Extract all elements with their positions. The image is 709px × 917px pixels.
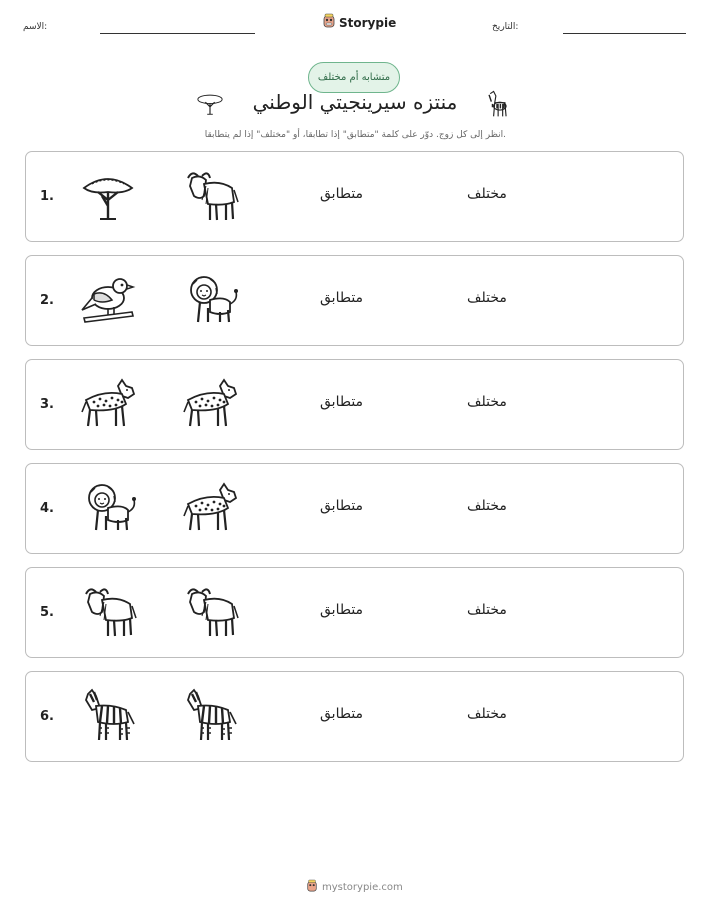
footer [306,879,403,896]
option-same[interactable]: متطابق [320,706,364,722]
question-number: 1. [40,189,54,204]
brand-logo [322,13,396,33]
option-different[interactable]: مختلف [467,186,507,202]
wildebeest-icon [180,166,240,226]
name-line[interactable] [100,33,255,34]
question-number: 4. [40,501,54,516]
name-label: الاسم: [23,22,48,32]
question-number: 2. [40,293,54,308]
worksheet-type-badge: متشابه أم مختلف [308,62,400,93]
date-line[interactable] [563,33,686,34]
storypie-mascot-icon [306,879,318,896]
instructions-text: انظر إلى كل زوج. دوّر على كلمة "متطابق" إذا تطابقا، أو "مختلف" إذا لم يتطابقا. [204,130,506,140]
zebra-icon [480,88,514,126]
brand-name: Storypie [339,16,397,30]
lion-icon [180,270,240,330]
option-same[interactable]: متطابق [320,290,364,306]
acacia-tree-icon [78,166,138,226]
page-title: منتزه سيرينجيتي الوطني [252,90,458,114]
option-different[interactable]: مختلف [467,498,507,514]
question-row [25,671,684,762]
option-same[interactable]: متطابق [320,498,364,514]
question-number: 6. [40,709,54,724]
question-row [25,567,684,658]
option-different[interactable]: مختلف [467,394,507,410]
zebra-icon [180,686,240,746]
question-row [25,151,684,242]
acacia-tree-icon [193,90,227,122]
footer-url[interactable]: mystorypie.com [322,882,403,893]
question-row [25,359,684,450]
question-row [25,463,684,554]
date-label: التاريخ: [492,22,519,32]
hyena-icon [180,478,240,538]
option-same[interactable]: متطابق [320,186,364,202]
hyena-icon [180,374,240,434]
option-different[interactable]: مختلف [467,706,507,722]
bird-icon [78,270,138,330]
option-different[interactable]: مختلف [467,290,507,306]
option-same[interactable]: متطابق [320,394,364,410]
lion-icon [78,478,138,538]
wildebeest-icon [180,582,240,642]
storypie-mascot-icon [322,13,336,33]
question-number: 3. [40,397,54,412]
question-number: 5. [40,605,54,620]
wildebeest-icon [78,582,138,642]
option-same[interactable]: متطابق [320,602,364,618]
hyena-icon [78,374,138,434]
zebra-icon [78,686,138,746]
option-different[interactable]: مختلف [467,602,507,618]
question-row [25,255,684,346]
